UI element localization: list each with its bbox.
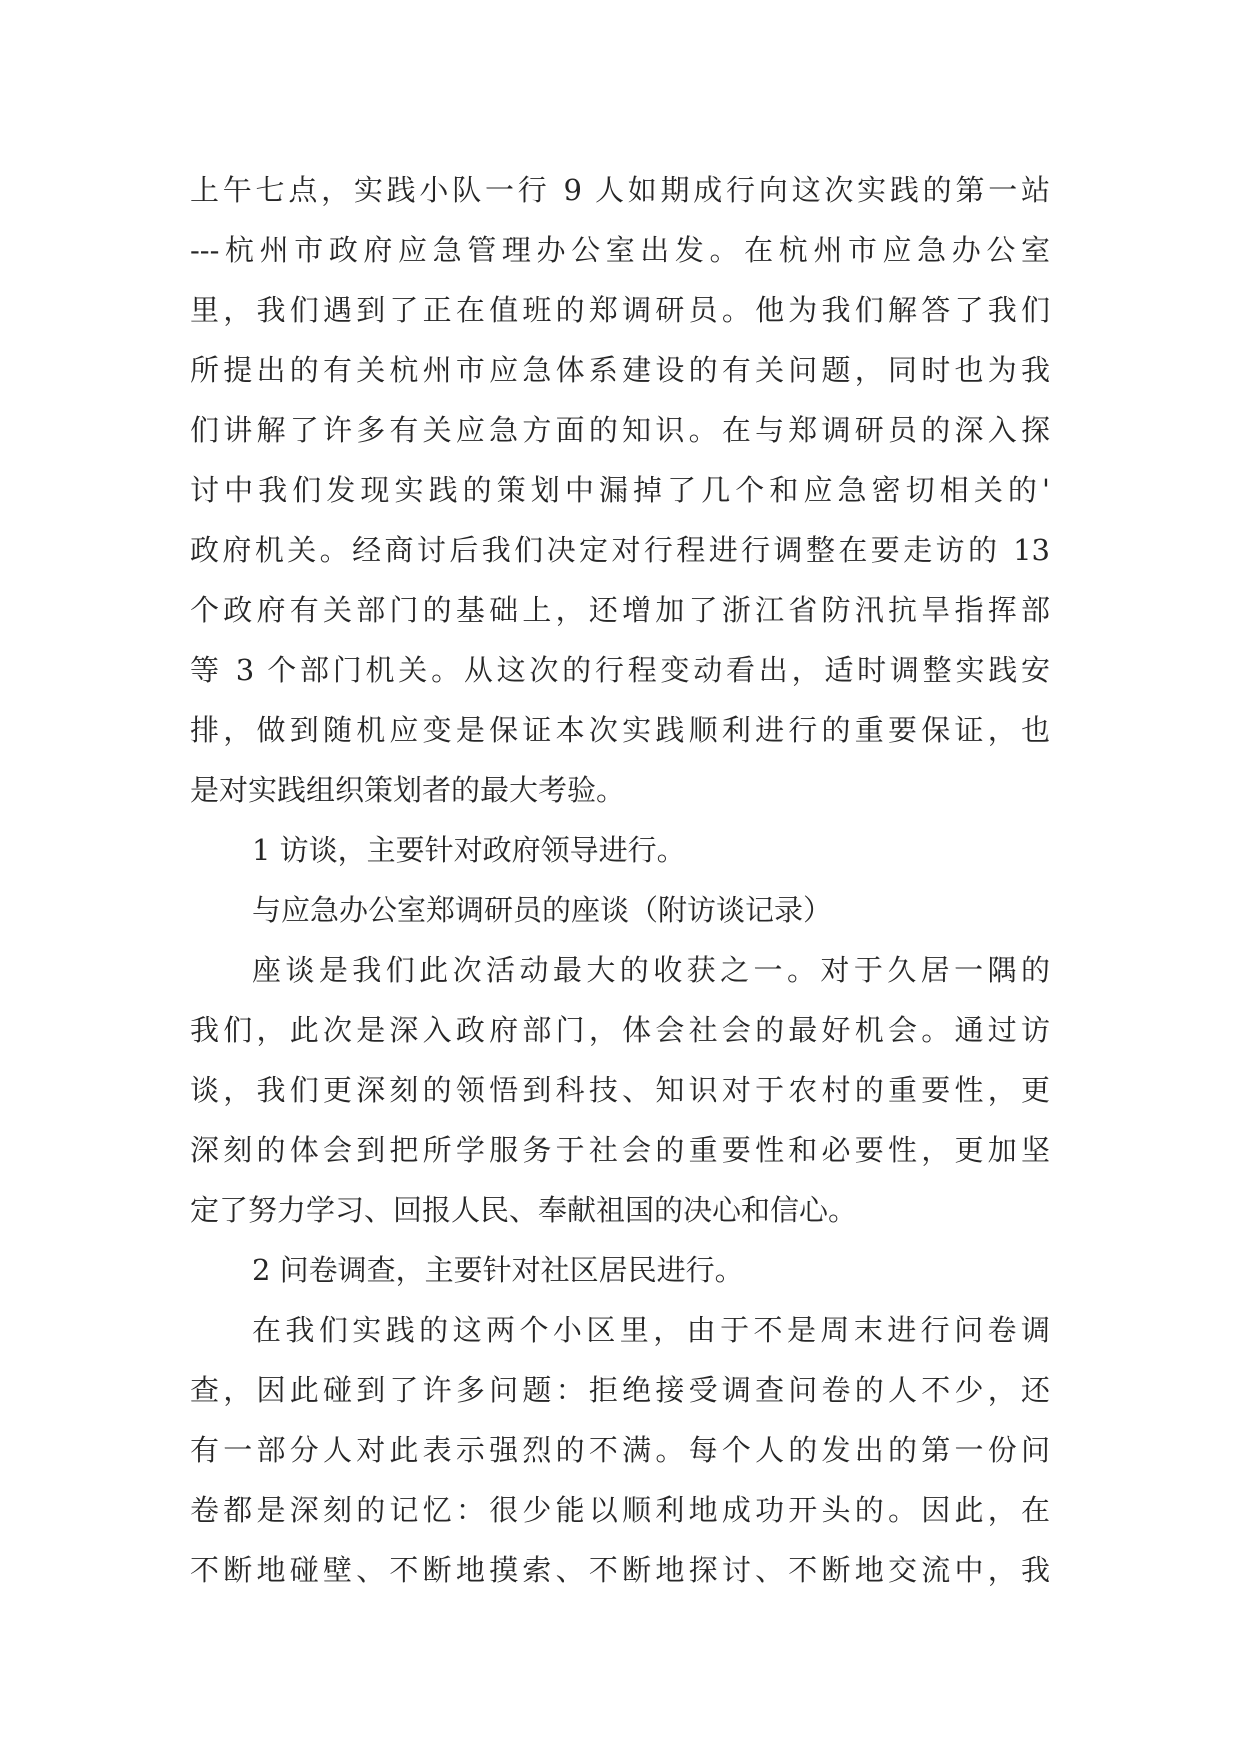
text-line: 们讲解了许多有关应急方面的知识。在与郑调研员的深入探 — [190, 413, 1050, 447]
text-line: 深刻的体会到把所学服务于社会的重要性和必要性，更加坚 — [190, 1133, 1050, 1167]
text-line: 个政府有关部门的基础上，还增加了浙江省防汛抗旱指挥部 — [190, 593, 1050, 627]
text-line: 等 3 个部门机关。从这次的行程变动看出，适时调整实践安 — [190, 653, 1050, 687]
text-line: 卷都是深刻的记忆：很少能以顺利地成功开头的。因此，在 — [190, 1493, 1050, 1527]
subheading: 与应急办公室郑调研员的座谈（附访谈记录） — [252, 893, 833, 927]
text-line: 在我们实践的这两个小区里，由于不是周末进行问卷调 — [252, 1313, 1050, 1347]
text-line: 是对实践组织策划者的最大考验。 — [190, 773, 626, 807]
text-line: 谈，我们更深刻的领悟到科技、知识对于农村的重要性，更 — [190, 1073, 1050, 1107]
document-page — [190, 160, 1050, 1600]
section-heading: 1 访谈，主要针对政府领导进行。 — [252, 833, 686, 867]
text-line: 所提出的有关杭州市应急体系建设的有关问题，同时也为我 — [190, 353, 1050, 387]
text-line: 查，因此碰到了许多问题：拒绝接受调查问卷的人不少，还 — [190, 1373, 1050, 1407]
text-line: ---杭州市政府应急管理办公室出发。在杭州市应急办公室 — [190, 233, 1050, 267]
text-line: 上午七点，实践小队一行 9 人如期成行向这次实践的第一站 — [190, 173, 1050, 207]
text-line: 有一部分人对此表示强烈的不满。每个人的发出的第一份问 — [190, 1433, 1050, 1467]
text-line: 政府机关。经商讨后我们决定对行程进行调整在要走访的 13 — [190, 533, 1050, 567]
text-line: 定了努力学习、回报人民、奉献祖国的决心和信心。 — [190, 1193, 858, 1227]
text-line: 我们，此次是深入政府部门，体会社会的最好机会。通过访 — [190, 1013, 1050, 1047]
text-line: 排，做到随机应变是保证本次实践顺利进行的重要保证，也 — [190, 713, 1050, 747]
text-line: 座谈是我们此次活动最大的收获之一。对于久居一隅的 — [252, 953, 1050, 987]
text-line: 里，我们遇到了正在值班的郑调研员。他为我们解答了我们 — [190, 293, 1050, 327]
section-heading: 2 问卷调查，主要针对社区居民进行。 — [252, 1253, 744, 1287]
text-line: 讨中我们发现实践的策划中漏掉了几个和应急密切相关的' — [190, 473, 1050, 507]
text-line: 不断地碰壁、不断地摸索、不断地探讨、不断地交流中，我 — [190, 1553, 1050, 1587]
